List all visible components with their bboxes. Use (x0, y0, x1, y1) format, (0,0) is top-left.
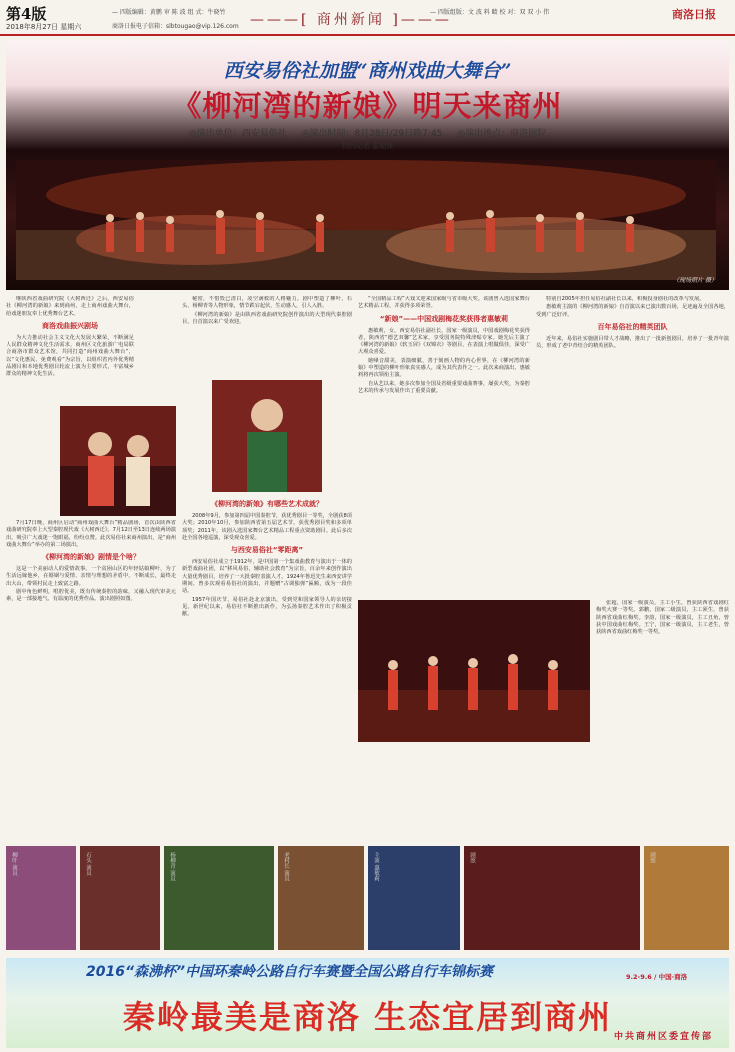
paragraph: 《柳河湾的新娘》是由陕西省戏曲研究院创作演出的大型现代秦腔剧目，自首演以来广受欢迎。 (182, 311, 352, 325)
paragraph: 1957年国庆节，易俗社赴北京演出，受到党和国家领导人的亲切接见。新世纪以来，易俗社不断推出新作，为弘扬秦腔艺术作出了积极贡献。 (182, 596, 352, 618)
paragraph: “全国精品工程”大戏又迎来国家级与省市级大奖。该剧曾入选国家舞台艺术精品工程，并获得多项荣誉。 (358, 296, 530, 310)
actor-photo-2 (212, 380, 322, 492)
photo-caption: 杨柳青 演员 (169, 852, 175, 882)
editors-right: — 四版组版：文 波 料 赜 校 对：双 双 小 伟 (430, 9, 550, 16)
section-title: ———[ 商州新闻 ]——— (250, 12, 452, 28)
article-column-2 (182, 296, 352, 376)
paragraph: 近年来，易俗社实施剧目带人才战略，推出了一批新创剧目，培养了一批青年演员，形成了老中青结合的精英团队。 (536, 335, 729, 350)
masthead (0, 0, 735, 36)
info-unit: ◎演出单位：西安易俗社 (188, 129, 287, 139)
stage-photo-2 (358, 600, 590, 742)
photo-strip-6 (464, 846, 640, 950)
photo-strip-1 (6, 846, 76, 950)
article-column-3 (358, 296, 530, 596)
ad-sponsor: 中共商州区委宣传部 (613, 1032, 713, 1042)
photo-strip-7 (644, 846, 729, 950)
article-column-4b (596, 600, 729, 840)
paragraph: 惠敏莉，女，西安易俗社副社长，国家一级演员，中国戏剧梅花奖获得者，陕西省“德艺双馨”艺术家，享受国务院特殊津贴专家。她先后主演了《柳河湾的新娘》《软玉屏》《双锦衣》等剧目，在表演上唱做俱佳，深受广大观众喜爱。 (358, 327, 530, 356)
paragraph: 秘密，不惜毁已清白，凌空满救的人格魅力。剧中塑造了柳叶、石头、杨柳青等人物形象，情节跌宕起伏，生动感人，引人入胜。 (182, 296, 352, 310)
paragraph: 她嗓音甜美，表演细腻，善于刻画人物的内心世界，在《柳河湾的新娘》中塑造的柳叶形象真实感人，成为其代表作之一。此次来商演出，惠敏莉将再次领衔主演。 (358, 357, 530, 379)
photo-strip-5 (368, 846, 460, 950)
subhead-1: 商洛戏曲振兴剧场 (42, 321, 98, 330)
photo-caption: 剧照 (649, 852, 655, 863)
info-time: ◎演出时间：8月28日/29日晚7:45 (301, 129, 443, 139)
photo-caption: 剧照 (469, 852, 475, 863)
paragraph: 2008年9月，参加第四届中国秦腔节，获优秀剧目一等奖，全剧获8项大奖；2010年10月，参加陕西省第五届艺术节，获优秀剧目奖和多项单项奖；2011年，该剧入选国家舞台艺术精品工程重点资助剧目。此后多次赴全国各地巡演，深受观众喜爱。 (182, 513, 352, 541)
paragraph: 自从艺以来，她多次参加全国及省级重要戏曲赛事，屡获大奖，为秦腔艺术的传承与发展作出了重要贡献。 (358, 380, 530, 394)
page-number: 第4版 (6, 5, 47, 23)
subhead-3: 《柳河湾的新娘》有哪些艺术成就？ (211, 500, 323, 508)
paragraph: 西安易俗社成立于1912年，是中国第一个集戏曲教育与演出于一体的新型戏曲社团，以“移风易俗，辅助社会教育”为宗旨，百余年来创作演出大量优秀剧目，培养了一大批秦腔表演人才。1924年鲁迅先生来西安讲学期间，曾多次观看易俗社的演出，并题赠“古调独弹”匾额，成为一段佳话。 (182, 559, 352, 595)
paragraph: 惠敏莉主演的《柳河湾的新娘》自首演以来已演出数百场，足迹遍及全国各地，受到广泛好评。 (536, 304, 729, 318)
banner-subtitle: 西安易俗社加盟“商州戏曲大舞台” (223, 60, 512, 82)
paragraph: 特别自2005年担任易俗社副社长以来，积极投身剧社的改革与发展。 (546, 296, 705, 302)
headline-banner (6, 40, 729, 290)
ad-slogan: 秦岭最美是商洛 生态宜居到商州 (122, 998, 613, 1036)
subhead-4: 与西安易俗社“零距离” (230, 546, 304, 555)
article-column-4 (536, 296, 729, 596)
issue-date: 2018年8月27日 星期六 (6, 23, 82, 31)
reporter-byline: 特约记者 雷超锋 (341, 142, 394, 150)
paragraph: 7月17日晚，商州区启动“商州戏曲大舞台”精品剧场，首次由陕西省戏曲研究院奉上大型秦腔现代戏《大树西迁》。7月12日至13日连续两场演出，吸引广大戏迷一饱眼福，纷纷点赞。此次易俗社来商州演出，是“商州戏曲大舞台”举办的第二场演出。 (6, 520, 176, 548)
paragraph: 为大力推动社会主义文化大发展大繁荣，不断满足人民群众精神文化生活需求，商州区文化旅游广电局联合商洛市群众艺术馆，共同打造“商州戏曲大舞台”，以“文化惠民、免费观看”为宗旨，以组织省内外优秀精品剧目和本地优秀剧目轮流上演为主要形式，丰富城乡群众的精神文化生活。 (6, 334, 134, 378)
photo-strip-4 (278, 846, 364, 950)
performance-info (6, 126, 729, 139)
stage-photo-caption: （现场照片 摄） (673, 277, 717, 284)
photo-caption: 柳叶 演员 (11, 852, 17, 876)
paragraph: 这是一个美丽动人的爱情故事。一个贫困山区的年轻姑娘柳叶，为了生活远嫁他乡，在婚姻与爱情、亲情与理想的矛盾中，不断成长，最终走出大山，带领村民走上致富之路。 (6, 566, 176, 587)
email-line: 商洛日报电子信箱：slbtougao@vip.126.com (112, 23, 239, 30)
subhead-6: 百年易俗社的精英团队 (597, 322, 668, 331)
subhead-2: 《柳河湾的新娘》剧情是个啥？ (42, 553, 140, 562)
article-column-2b (182, 496, 352, 796)
paragraph: 张超，国家一级演员，主工小生，曾获陕西省戏剧红梅奖大赛一等奖。郭鹏，国家二级演员，主工须生，曾获陕西省戏曲红梅奖。李韵，国家一级演员，主工丑角，曾获中国戏曲红梅奖。王宁，国家一级演员，主工老生，曾获陕西省戏曲红梅奖一等奖。 (596, 600, 729, 636)
editors-left: — 四版编辑：黄鹏 审 陈 波 组 式：牛晓竹 (112, 9, 226, 16)
ad-event-title: 2016“森沸杯”中国环秦岭公路自行车赛暨全国公路自行车锦标赛 (86, 964, 493, 980)
banner-title: 《柳河湾的新娘》明天来商州 (172, 89, 563, 123)
ad-event-dates: 9.2-9.6 / 中国·商洛 (626, 973, 688, 981)
photo-caption: 石头 演员 (85, 852, 91, 876)
photo-strip-3 (164, 846, 274, 950)
actor-photo-1 (60, 406, 176, 516)
newspaper-logo: 商洛日报 (672, 8, 716, 21)
subhead-5: “新娘”——中国戏剧梅花奖获得者惠敏莉 (379, 314, 509, 323)
paragraph: 剧中角色鲜明，唱腔优美，既有传统秦腔的韵味，又融入现代审美元素，是一部接地气、有温度的优秀作品。演出剧照如图。 (6, 589, 176, 603)
stage-photo (16, 160, 716, 280)
cycling-advertisement (6, 958, 729, 1048)
info-venue: ◎演出地点：商洛剧院 (457, 129, 547, 139)
lead-paragraph: 继陕西省戏曲研究院《大树西迁》之后，西安易俗社《柳河湾的新娘》来到商州，走上商州戏曲大舞台，给戏迷朋友奉上优秀舞台艺术。 (6, 296, 134, 317)
photo-caption: 主演 惠敏莉 (373, 852, 379, 882)
photo-strip-2 (80, 846, 160, 950)
photo-caption: 老村长 演员 (283, 852, 289, 882)
